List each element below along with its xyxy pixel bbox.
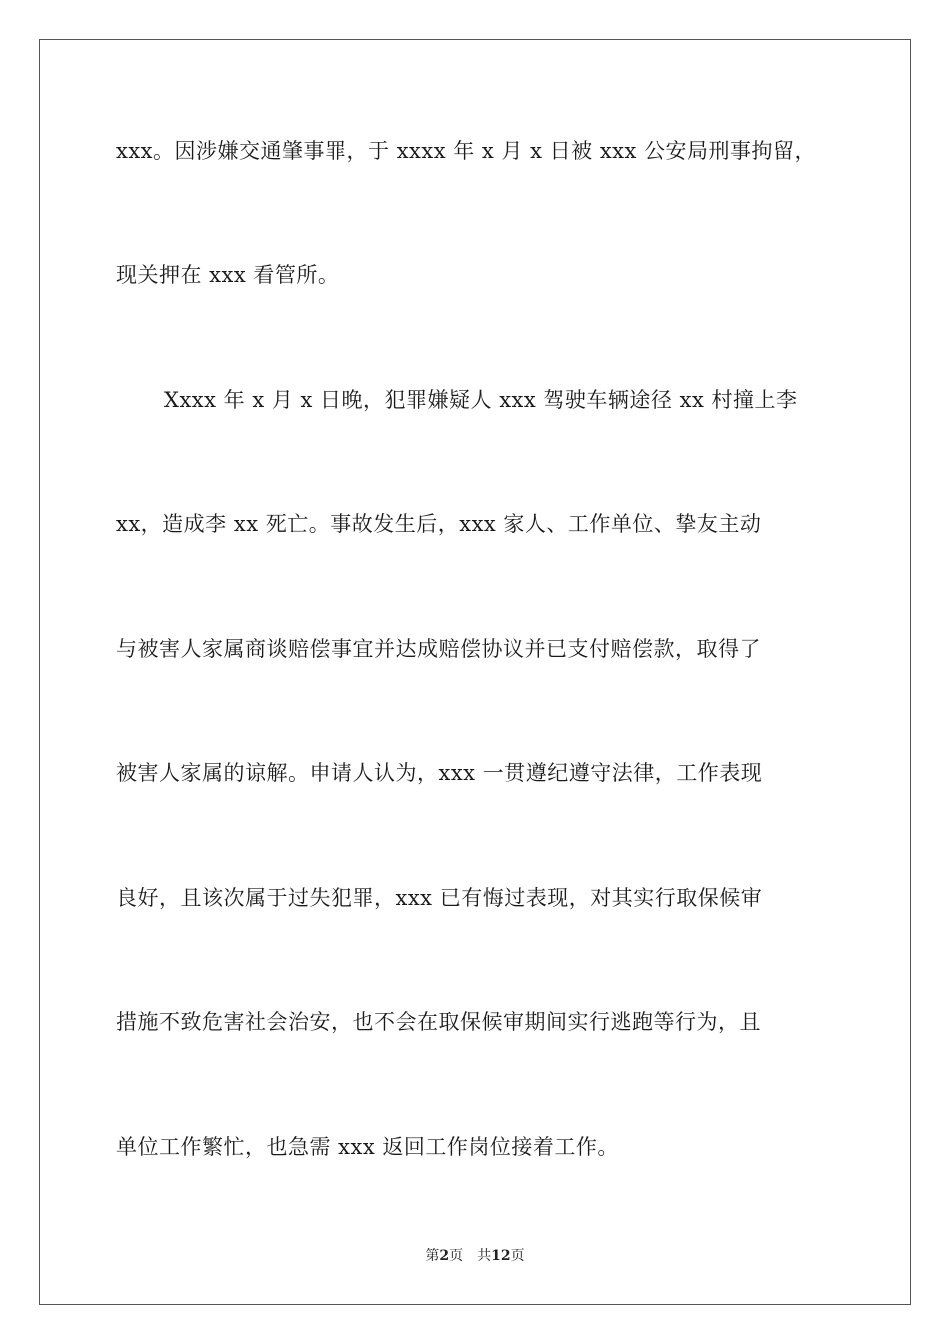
body-text-line-6: 被害人家属的谅解。申请人认为，xxx 一贯遵纪遵守法律，工作表现 xyxy=(116,761,763,785)
total-pages: 12 xyxy=(491,1248,511,1264)
page-suffix: 页 xyxy=(449,1248,464,1264)
body-text-line-2: 现关押在 xxx 看管所。 xyxy=(116,263,340,287)
body-text-line-4: xx，造成李 xx 死亡。事故发生后，xxx 家人、工作单位、挚友主动 xyxy=(116,512,762,536)
page-prefix: 第 xyxy=(425,1248,440,1264)
body-text-line-1: xxx。因涉嫌交通肇事罪，于 xxxx 年 x 月 x 日被 xxx 公安局刑事拘留， xyxy=(116,139,817,163)
body-text-line-3: Xxxx 年 x 月 x 日晚，犯罪嫌疑人 xxx 驾驶车辆途径 xx 村撞上李 xyxy=(164,388,798,412)
page-border xyxy=(39,39,911,1305)
total-suffix: 页 xyxy=(510,1248,525,1264)
body-text-line-8: 措施不致危害社会治安，也不会在取保候审期间实行逃跑等行为，且 xyxy=(116,1010,761,1034)
total-prefix: 共 xyxy=(477,1248,492,1264)
body-text-line-7: 良好，且该次属于过失犯罪，xxx 已有悔过表现，对其实行取保候审 xyxy=(116,886,763,910)
page-number: 2 xyxy=(439,1248,450,1264)
page-footer xyxy=(0,1246,950,1266)
body-text-line-9: 单位工作繁忙，也急需 xxx 返回工作岗位接着工作。 xyxy=(116,1135,619,1159)
body-text-line-5: 与被害人家属商谈赔偿事宜并达成赔偿协议并已支付赔偿款，取得了 xyxy=(116,637,761,661)
